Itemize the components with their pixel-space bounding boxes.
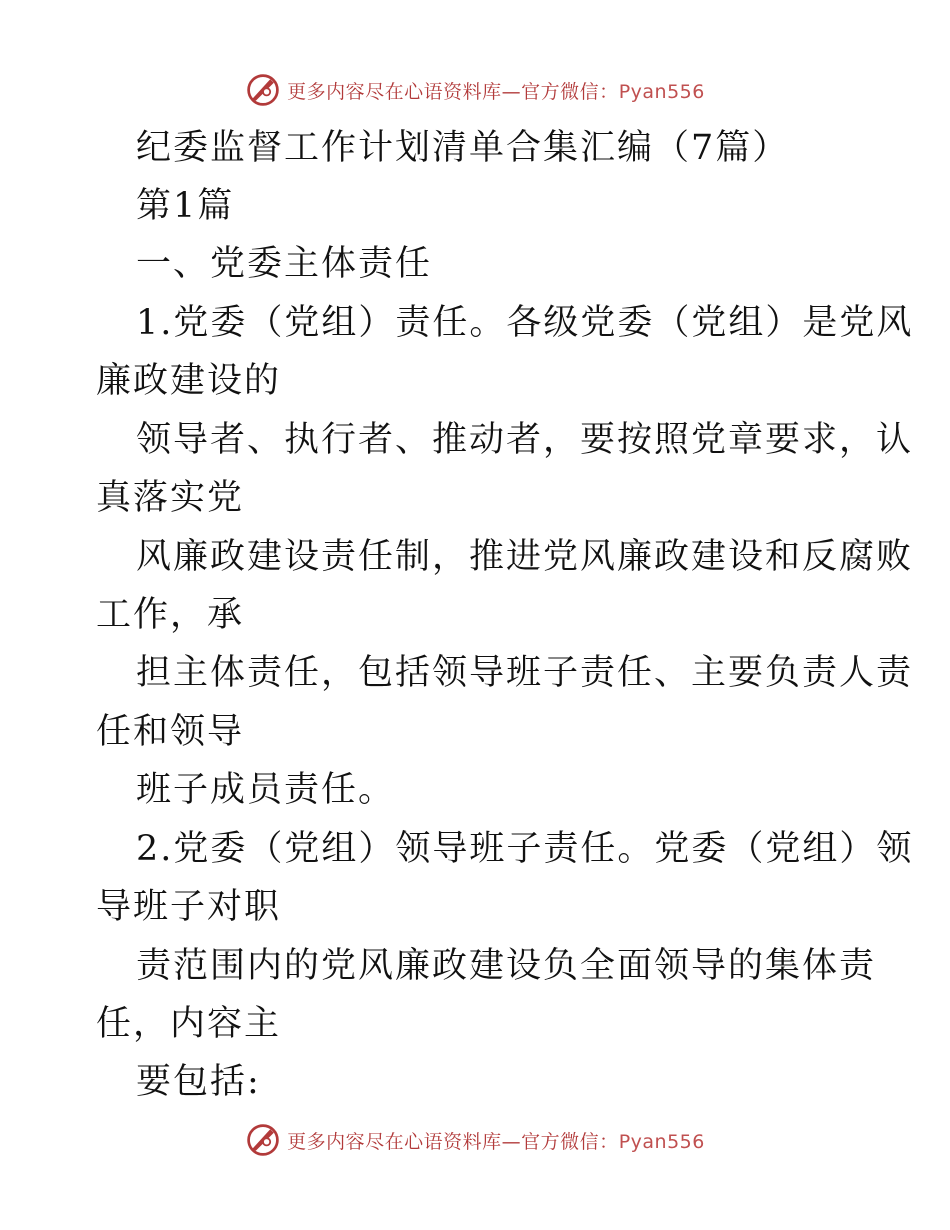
paragraph-line: 导班子对职 [96, 887, 282, 927]
quill-logo-icon [245, 72, 281, 108]
watermark-id: Pyan556 [618, 1130, 705, 1153]
watermark-footer [0, 1120, 950, 1160]
watermark-id: Pyan556 [618, 80, 705, 103]
paragraph-line: 要包括: [136, 1062, 261, 1102]
paragraph-line: 责范围内的党风廉政建设负全面领导的集体责 [136, 946, 877, 986]
watermark-header [0, 70, 950, 110]
paragraph-line: 任，内容主 [96, 1004, 282, 1044]
watermark-main: 更多内容尽在心语资料库 [287, 1130, 502, 1153]
document-title: 纪委监督工作计划清单合集汇编（7篇） [136, 128, 790, 168]
watermark-main: 更多内容尽在心语资料库 [287, 80, 502, 103]
paragraph-line: 担主体责任，包括领导班子责任、主要负责人责 [136, 653, 914, 693]
quill-logo-icon [245, 1122, 281, 1158]
paragraph-line: 领导者、执行者、推动者，要按照党章要求，认 [136, 420, 914, 460]
paragraph-line: 廉政建设的 [96, 361, 282, 401]
paragraph-line: 2.党委（党组）领导班子责任。党委（党组）领 [136, 829, 914, 869]
paragraph-line: 风廉政建设责任制，推进党风廉政建设和反腐败 [136, 537, 914, 577]
section-heading: 第1篇 [136, 186, 235, 226]
paragraph-line: 工作，承 [96, 595, 245, 635]
watermark-separator: —官方微信： [501, 80, 619, 103]
paragraph-line: 真落实党 [96, 478, 245, 518]
watermark-separator: —官方微信： [501, 1130, 619, 1153]
subsection-heading: 一、党委主体责任 [136, 244, 433, 284]
paragraph-line: 1.党委（党组）责任。各级党委（党组）是党风 [136, 303, 914, 343]
watermark-text [287, 1127, 705, 1154]
paragraph-line: 任和领导 [96, 712, 245, 752]
watermark-text [287, 77, 705, 104]
paragraph-line: 班子成员责任。 [136, 770, 396, 810]
